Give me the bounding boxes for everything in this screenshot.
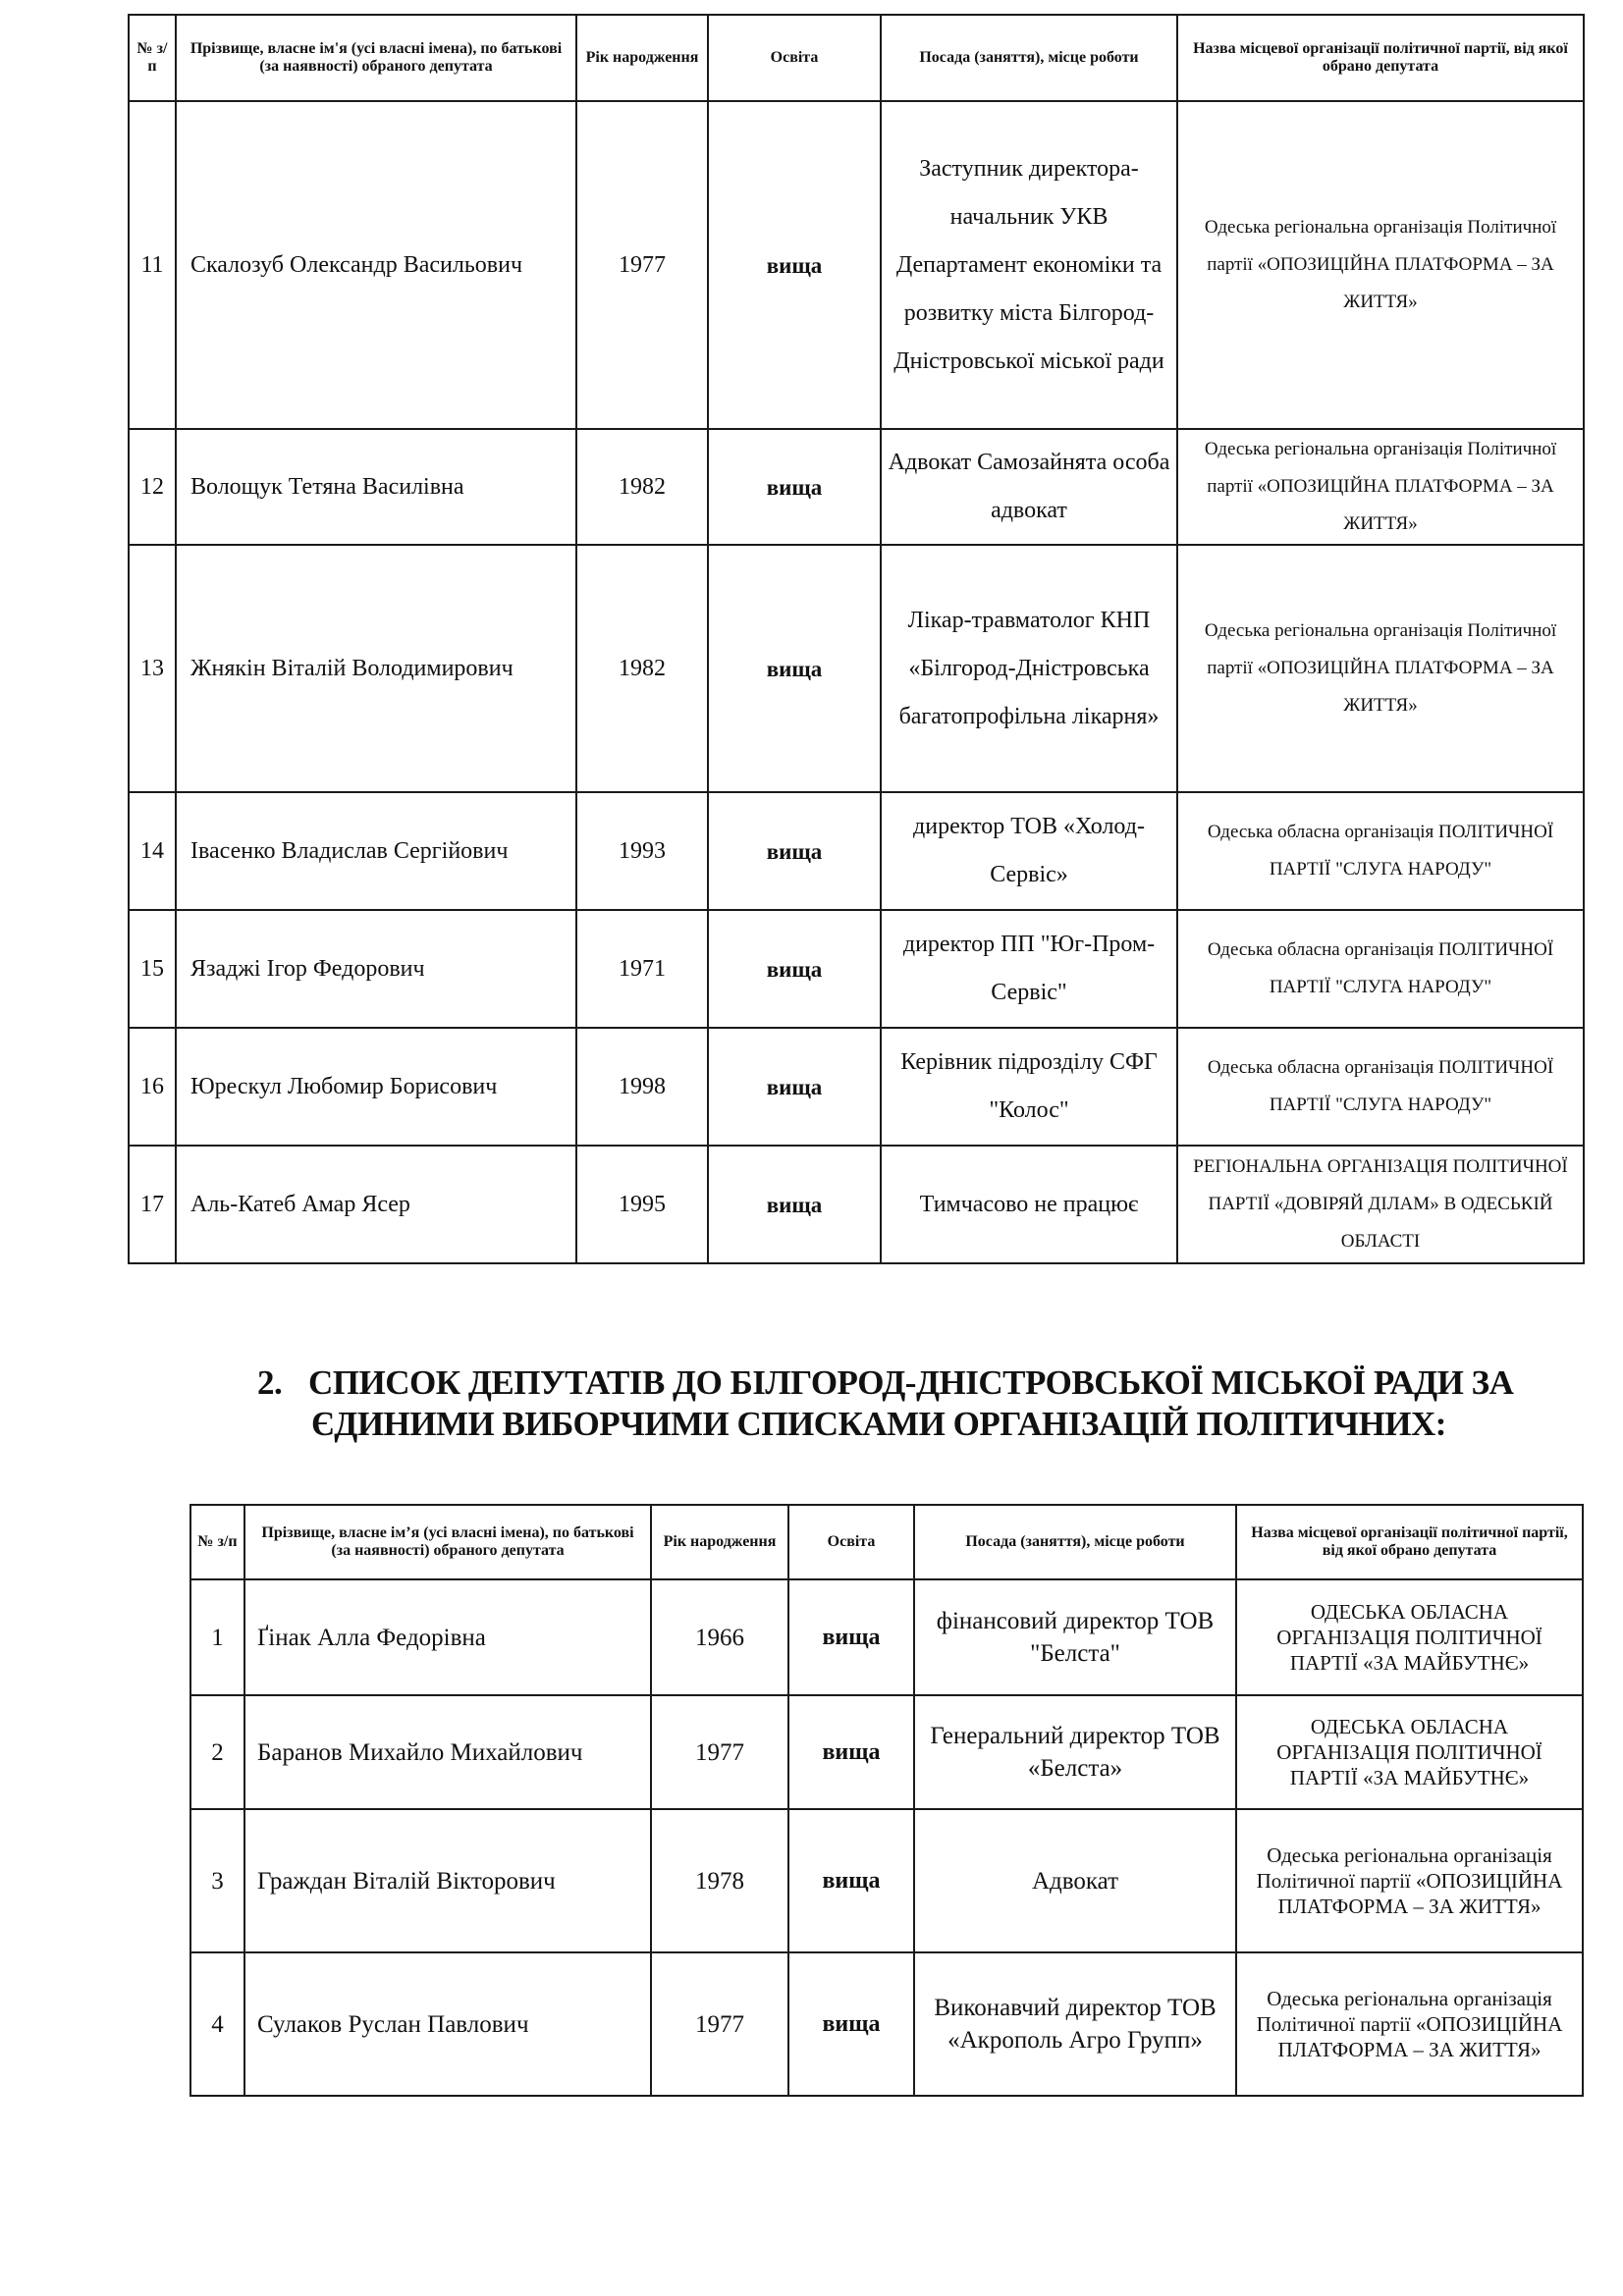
row-name: Ґінак Алла Федорівна (244, 1579, 651, 1695)
row-party: Одеська регіональна організація Політичної партії «ОПОЗИЦІЙНА ПЛАТФОРМА – ЗА ЖИТТЯ» (1236, 1809, 1583, 1952)
table-row (190, 1695, 1583, 1809)
row-year: 1982 (576, 545, 708, 792)
row-position: фінансовий директор ТОВ "Белста" (914, 1579, 1236, 1695)
row-position: Адвокат Самозайнята особа адвокат (881, 429, 1177, 545)
row-education: вища (708, 545, 881, 792)
deputies-table-party-lists (189, 1504, 1584, 2097)
row-education: вища (708, 792, 881, 910)
row-name: Сулаков Руслан Павлович (244, 1952, 651, 2096)
row-num: 11 (129, 101, 176, 429)
table-row (129, 910, 1584, 1028)
row-position: Лікар-травматолог КНП «Білгород-Дністровська багатопрофільна лікарня» (881, 545, 1177, 792)
header-education: Освіта (708, 15, 881, 101)
header-name: Прізвище, власне ім'я (усі власні імена), по батькові (за наявності) обраного депутата (176, 15, 576, 101)
section-title-line1: СПИСОК ДЕПУТАТІВ ДО БІЛГОРОД-ДНІСТРОВСЬКОЇ МІСЬКОЇ РАДИ ЗА (308, 1363, 1514, 1402)
row-name: Волощук Тетяна Василівна (176, 429, 576, 545)
row-party: Одеська регіональна організація Політичної партії «ОПОЗИЦІЙНА ПЛАТФОРМА – ЗА ЖИТТЯ» (1177, 429, 1584, 545)
row-position: Адвокат (914, 1809, 1236, 1952)
row-year: 1995 (576, 1146, 708, 1263)
row-num: 13 (129, 545, 176, 792)
row-education: вища (708, 1146, 881, 1263)
header-position: Посада (заняття), місце роботи (914, 1505, 1236, 1579)
row-party: Одеська обласна організація ПОЛІТИЧНОЇ ПАРТІЇ "СЛУГА НАРОДУ" (1177, 792, 1584, 910)
row-education: вища (708, 910, 881, 1028)
header-education: Освіта (788, 1505, 914, 1579)
row-num: 3 (190, 1809, 244, 1952)
row-name: Язаджі Ігор Федорович (176, 910, 576, 1028)
row-name: Івасенко Владислав Сергійович (176, 792, 576, 910)
row-party: РЕГІОНАЛЬНА ОРГАНІЗАЦІЯ ПОЛІТИЧНОЇ ПАРТІЇ «ДОВІРЯЙ ДІЛАМ» В ОДЕСЬКІЙ ОБЛАСТІ (1177, 1146, 1584, 1263)
row-num: 16 (129, 1028, 176, 1146)
table-row (129, 101, 1584, 429)
row-year: 1993 (576, 792, 708, 910)
table-row (190, 1809, 1583, 1952)
section-heading (257, 1362, 1573, 1445)
table-row (190, 1579, 1583, 1695)
row-position: директор ПП "Юг-Пром-Сервіс" (881, 910, 1177, 1028)
table-header-row (129, 15, 1584, 101)
row-party: ОДЕСЬКА ОБЛАСНА ОРГАНІЗАЦІЯ ПОЛІТИЧНОЇ ПАРТІЇ «ЗА МАЙБУТНЄ» (1236, 1579, 1583, 1695)
header-position: Посада (заняття), місце роботи (881, 15, 1177, 101)
row-num: 17 (129, 1146, 176, 1263)
header-party: Назва місцевої організації політичної партії, від якої обрано депутата (1236, 1505, 1583, 1579)
header-name: Прізвище, власне ім’я (усі власні імена), по батькові (за наявності) обраного депутата (244, 1505, 651, 1579)
row-name: Граждан Віталій Вікторович (244, 1809, 651, 1952)
row-year: 1977 (576, 101, 708, 429)
row-year: 1982 (576, 429, 708, 545)
deputies-table-majoritarian (128, 14, 1585, 1264)
row-year: 1998 (576, 1028, 708, 1146)
row-party: Одеська обласна організація ПОЛІТИЧНОЇ ПАРТІЇ "СЛУГА НАРОДУ" (1177, 1028, 1584, 1146)
table-header-row (190, 1505, 1583, 1579)
row-education: вища (708, 429, 881, 545)
row-num: 4 (190, 1952, 244, 2096)
row-num: 1 (190, 1579, 244, 1695)
row-position: Генеральний директор ТОВ «Белста» (914, 1695, 1236, 1809)
section-title-line2: ЄДИНИМИ ВИБОРЧИМИ СПИСКАМИ ОРГАНІЗАЦІЙ ПОЛІТИЧНИХ: (311, 1405, 1446, 1443)
header-party: Назва місцевої організації політичної партії, від якої обрано депутата (1177, 15, 1584, 101)
row-party: Одеська регіональна організація Політичної партії «ОПОЗИЦІЙНА ПЛАТФОРМА – ЗА ЖИТТЯ» (1177, 545, 1584, 792)
row-year: 1978 (651, 1809, 788, 1952)
row-party: ОДЕСЬКА ОБЛАСНА ОРГАНІЗАЦІЯ ПОЛІТИЧНОЇ ПАРТІЇ «ЗА МАЙБУТНЄ» (1236, 1695, 1583, 1809)
row-num: 2 (190, 1695, 244, 1809)
table-row (129, 545, 1584, 792)
header-year: Рік народження (576, 15, 708, 101)
row-year: 1971 (576, 910, 708, 1028)
row-num: 15 (129, 910, 176, 1028)
row-party: Одеська регіональна організація Політичної партії «ОПОЗИЦІЙНА ПЛАТФОРМА – ЗА ЖИТТЯ» (1236, 1952, 1583, 2096)
row-education: вища (788, 1579, 914, 1695)
row-position: Керівник підрозділу СФГ "Колос" (881, 1028, 1177, 1146)
row-position: директор ТОВ «Холод-Сервіс» (881, 792, 1177, 910)
row-education: вища (788, 1809, 914, 1952)
row-position: Тимчасово не працює (881, 1146, 1177, 1263)
table-row (129, 429, 1584, 545)
header-num: № з/п (129, 15, 176, 101)
section-number: 2. (257, 1363, 283, 1402)
row-name: Скалозуб Олександр Васильович (176, 101, 576, 429)
row-year: 1977 (651, 1695, 788, 1809)
row-num: 12 (129, 429, 176, 545)
row-name: Юрескул Любомир Борисович (176, 1028, 576, 1146)
row-party: Одеська обласна організація ПОЛІТИЧНОЇ ПАРТІЇ "СЛУГА НАРОДУ" (1177, 910, 1584, 1028)
header-num: № з/п (190, 1505, 244, 1579)
row-party: Одеська регіональна організація Політичної партії «ОПОЗИЦІЙНА ПЛАТФОРМА – ЗА ЖИТТЯ» (1177, 101, 1584, 429)
row-position: Виконавчий директор ТОВ «Акрополь Агро Групп» (914, 1952, 1236, 2096)
row-education: вища (788, 1695, 914, 1809)
table-row (129, 1028, 1584, 1146)
row-education: вища (708, 1028, 881, 1146)
row-education: вища (788, 1952, 914, 2096)
table-row (190, 1952, 1583, 2096)
row-education: вища (708, 101, 881, 429)
row-name: Баранов Михайло Михайлович (244, 1695, 651, 1809)
table-row (129, 792, 1584, 910)
row-year: 1977 (651, 1952, 788, 2096)
table-row (129, 1146, 1584, 1263)
row-name: Жнякін Віталій Володимирович (176, 545, 576, 792)
row-num: 14 (129, 792, 176, 910)
header-year: Рік народження (651, 1505, 788, 1579)
row-name: Аль-Катеб Амар Ясер (176, 1146, 576, 1263)
row-position: Заступник директора-начальник УКВ Департамент економіки та розвитку міста Білгород-Дністровської міської ради (881, 101, 1177, 429)
row-year: 1966 (651, 1579, 788, 1695)
